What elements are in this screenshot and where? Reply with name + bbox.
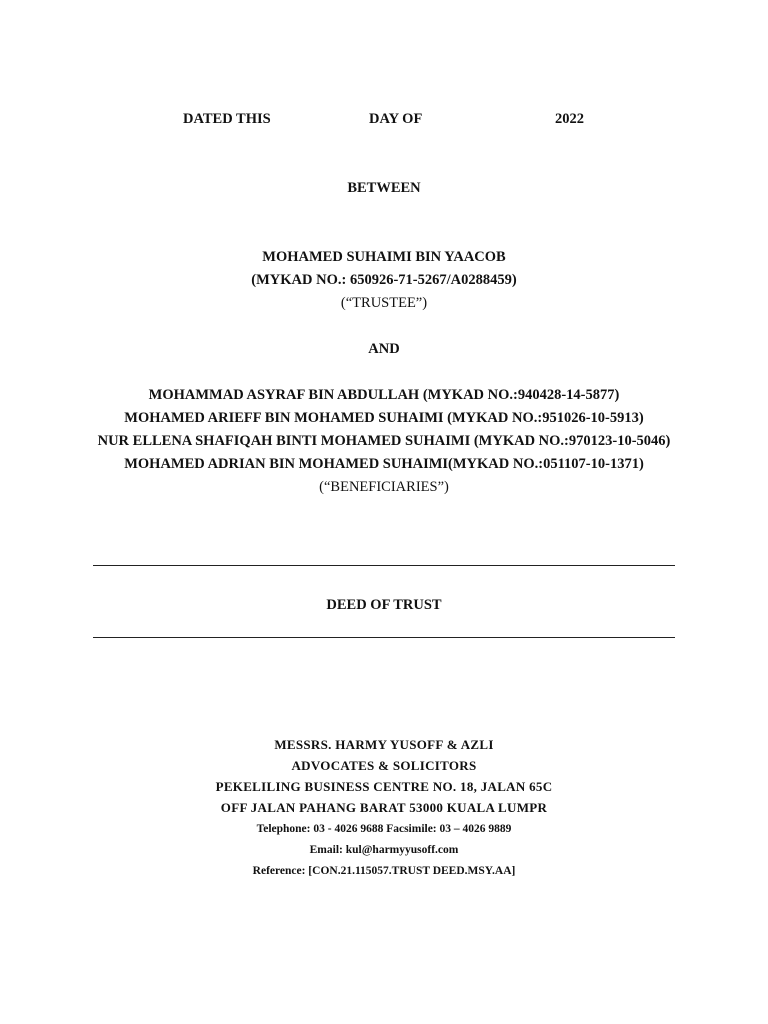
- trustee-role: (“TRUSTEE”): [340, 295, 428, 311]
- beneficiaries-role: (“BENEFICIARIES”): [319, 479, 449, 495]
- between-heading: BETWEEN: [347, 180, 421, 196]
- trustee-mykad: (MYKAD NO.: 650926-71-5267/A0288459): [251, 272, 517, 288]
- day-of-label: DAY OF: [369, 111, 423, 127]
- firm-address-line-2: OFF JALAN PAHANG BARAT 53000 KUALA LUMPR: [220, 800, 548, 815]
- bottom-divider: [93, 637, 675, 638]
- firm-phone: Telephone: 03 - 4026 9688 Facsimile: 03 – 4026 9889: [256, 823, 512, 835]
- beneficiary-item: MOHAMED ADRIAN BIN MOHAMED SUHAIMI(MYKAD NO.:051107-10-1371): [124, 456, 644, 472]
- firm-reference: Reference: [CON.21.115057.TRUST DEED.MSY.AA]: [252, 865, 516, 877]
- beneficiary-item: NUR ELLENA SHAFIQAH BINTI MOHAMED SUHAIMI (MYKAD NO.:970123-10-5046): [97, 433, 671, 449]
- firm-type: ADVOCATES & SOLICITORS: [291, 758, 477, 773]
- beneficiary-item: MOHAMED ARIEFF BIN MOHAMED SUHAIMI (MYKAD NO.:951026-10-5913): [124, 410, 644, 426]
- dated-this-label: DATED THIS: [183, 111, 271, 127]
- firm-address-line-1: PEKELILING BUSINESS CENTRE NO. 18, JALAN 65C: [215, 779, 553, 794]
- top-divider: [93, 565, 675, 566]
- beneficiary-item: MOHAMMAD ASYRAF BIN ABDULLAH (MYKAD NO.:940428-14-5877): [148, 387, 620, 403]
- year-label: 2022: [555, 111, 584, 127]
- document-title: DEED OF TRUST: [326, 597, 442, 613]
- firm-name: MESSRS. HARMY YUSOFF & AZLI: [274, 737, 494, 752]
- firm-email: Email: kul@harmyyusoff.com: [309, 844, 459, 856]
- and-heading: AND: [368, 341, 400, 357]
- trustee-name: MOHAMED SUHAIMI BIN YAACOB: [262, 249, 506, 265]
